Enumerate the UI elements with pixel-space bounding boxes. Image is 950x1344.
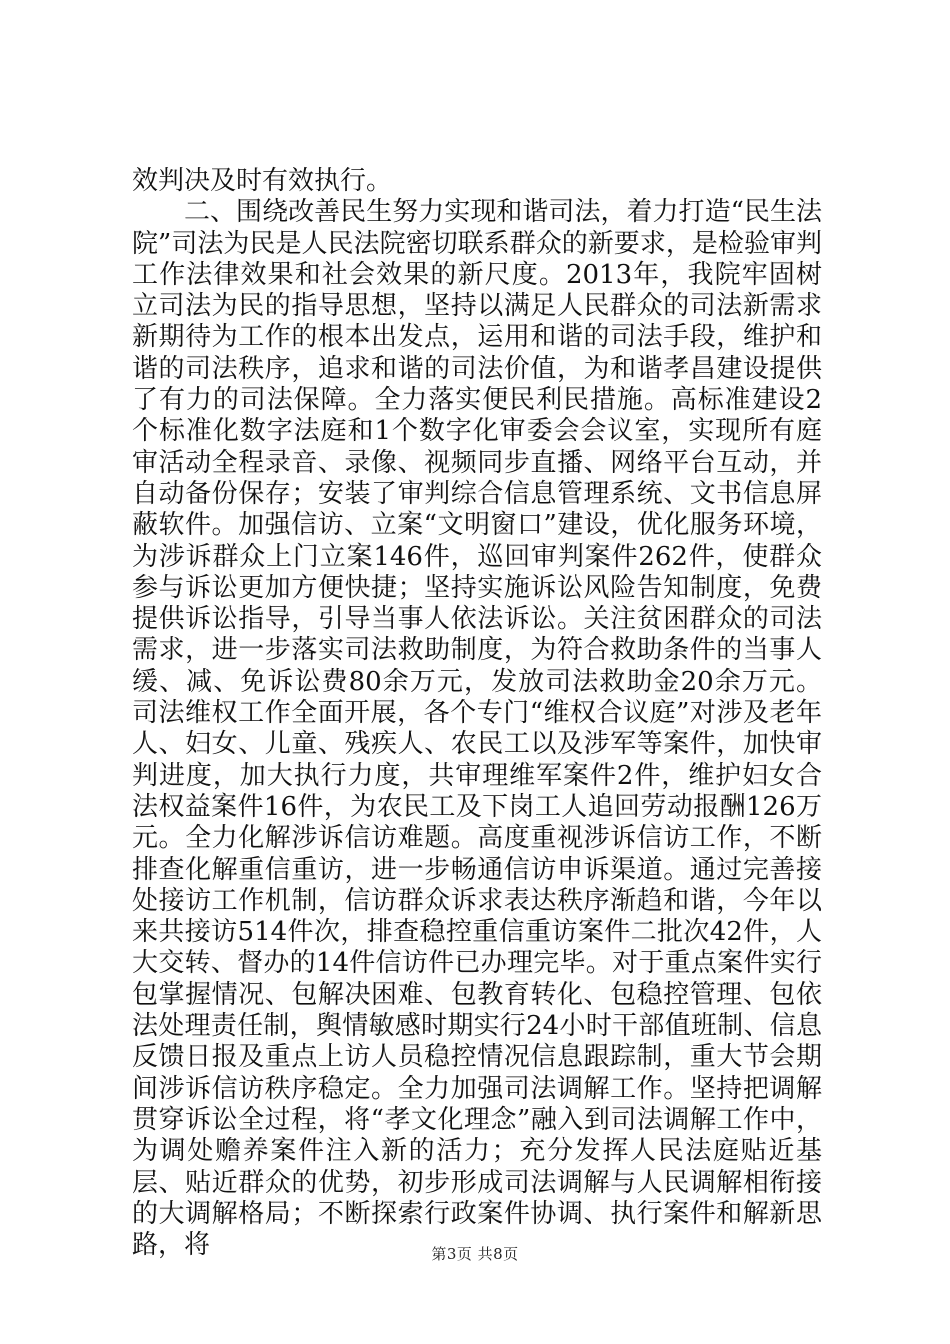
body-paragraph: 二、围绕改善民生努力实现和谐司法，着力打造“民生法院”司法为民是人民法院密切联系群众的新要求，是检验审判工作法律效果和社会效果的新尺度。2013年，我院牢固树立司法为民的指导思想，坚持以满足人民群众的司法新需求新期待为工作的根本出发点，运用和谐的司法手段，维护和谐的司法秩序，追求和谐的司法价值，为和谐孝昌建设提供了有力的司法保障。全力落实便民利民措施。高标准建设2个标准化数字法庭和1个数字化审委会会议室，实现所有庭审活动全程录音、录像、视频同步直播、网络平台互动，并自动备份保存；安装了审判综合信息管理系统、文书信息屏蔽软件。加强信访、立案“文明窗口”建设，优化服务环境，为涉诉群众上门立案146件，巡回审判案件262件，使群众参与诉讼更加方便快捷；坚持实施诉讼风险告知制度，免费提供诉讼指导，引导当事人依法诉讼。关注贫困群众的司法需求，进一步落实司法救助制度，为符合救助条件的当事人缓、减、免诉讼费80余万元，发放司法救助金20余万元。司法维权工作全面开展，各个专门“维权合议庭”对涉及老年人、妇女、儿童、残疾人、农民工以及涉军等案件，加快审判进度，加大执行力度，共审理维军案件2件，维护妇女合法权益案件16件，为农民工及下岗工人追回劳动报酬126万元。全力化解涉诉信访难题。高度重视涉诉信访工作，不断排查化解重信重访，进一步畅通信访申诉渠道。通过完善接处接访工作机制，信访群众诉求表达秩序渐趋和谐，今年以来共接访514件次，排查稳控重信重访案件二批次42件，人大交转、督办的14件信访件已办理完毕。对于重点案件实行包掌握情况、包解决困难、包教育转化、包稳控管理、包依法处理责任制，舆情敏感时期实行24小时干部值班制、信息反馈日报及重点上访人员稳控情况信息跟踪制，重大节会期间涉诉信访秩序稳定。全力加强司法调解工作。坚持把调解贯穿诉讼全过程，将“孝文化理念”融入到司法调解工作中，为调处赡养案件注入新的活力；充分发挥人民法庭贴近基层、贴近群众的优势，初步形成司法调解与人民调解相衔接的大调解格局；不断探索行政案件协调、执行案件和解新思路，将 bbox=[132, 197, 822, 1261]
document-body bbox=[132, 166, 822, 1261]
page-footer: 第3页 共8页 bbox=[431, 1245, 519, 1263]
continuation-line: 效判决及时有效执行。 bbox=[132, 166, 393, 196]
